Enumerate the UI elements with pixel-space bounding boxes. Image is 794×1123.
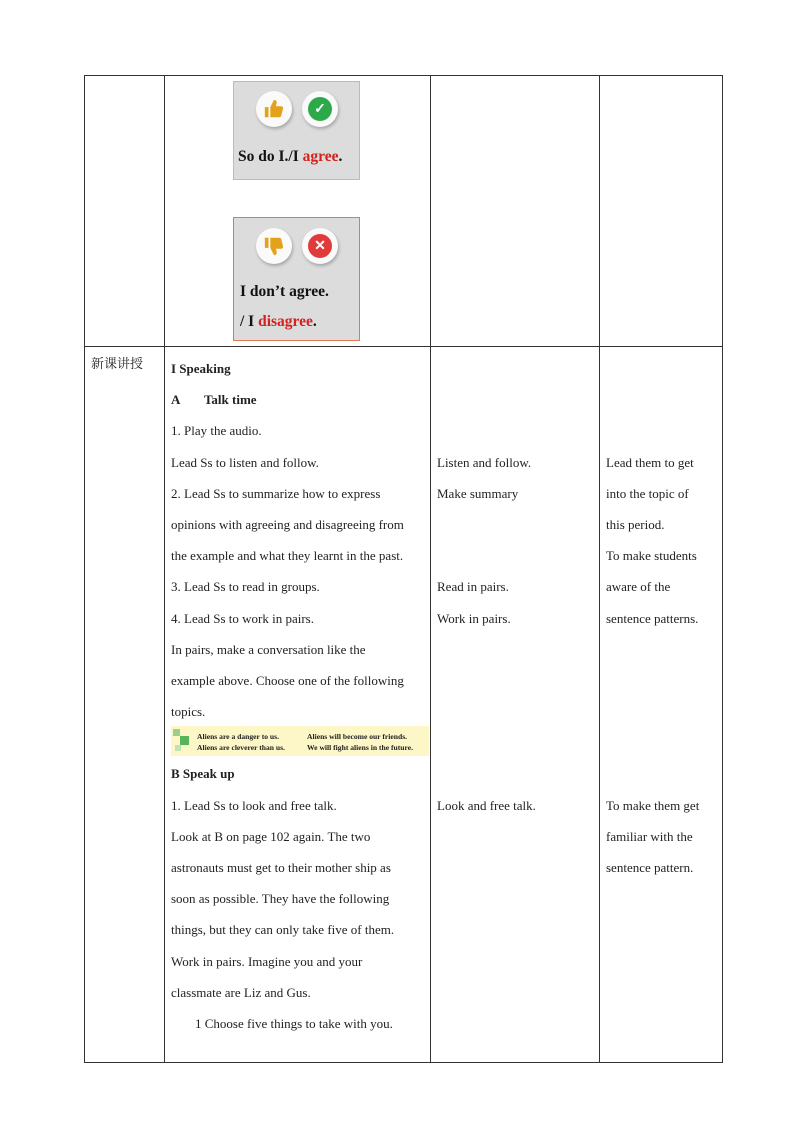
teacher-line: Work in pairs. Imagine you and your (171, 953, 363, 969)
purpose-line: this period. (606, 516, 665, 532)
thumbs-down-icon (256, 228, 292, 264)
section-a-letter: A (171, 392, 180, 408)
section-a-title: Talk time (203, 392, 257, 408)
teacher-line: the example and what they learnt in the past. (171, 548, 404, 564)
teacher-line: classmate are Liz and Gus. (171, 984, 311, 1000)
disagree-card (233, 217, 360, 341)
table-row (85, 76, 723, 347)
teacher-line: topics. (171, 704, 206, 720)
section-b-heading: B Speak up (171, 766, 235, 782)
student-line: Read in pairs. (437, 579, 509, 595)
decor-square (173, 729, 180, 736)
agree-text: So do I./I agree. (238, 148, 343, 165)
purpose-cell-empty (600, 76, 723, 347)
decor-square (180, 736, 189, 745)
student-line: Look and free talk. (437, 797, 536, 813)
topic-item: Aliens are a danger to us. (197, 732, 279, 741)
disagree-text-line2: / I disagree. (240, 313, 317, 330)
speaking-heading: I Speaking (171, 361, 231, 376)
teacher-line: Lead Ss to listen and follow. (171, 454, 319, 470)
teacher-line: 1. Play the audio. (171, 423, 262, 439)
purpose-line: sentence patterns. (606, 610, 699, 626)
teacher-line: example above. Choose one of the following (171, 672, 404, 688)
stage-label: 新课讲授 (91, 357, 144, 372)
purpose-line: To make them get (606, 797, 700, 813)
check-icon: ✓ (302, 91, 338, 127)
disagree-text-line1: I don’t agree. (240, 283, 329, 300)
teacher-line: things, but they can only take five of them. (171, 922, 395, 938)
teacher-line: opinions with agreeing and disagreeing from (171, 516, 404, 532)
table-row (85, 347, 723, 1063)
topics-strip (171, 726, 429, 756)
topic-item: Aliens are cleverer than us. (197, 743, 285, 752)
students-cell-empty (431, 76, 600, 347)
topic-item: Aliens will become our friends. (307, 732, 408, 741)
teacher-line: 1 Choose five things to take with you. (195, 1015, 393, 1031)
purpose-line: sentence pattern. (606, 860, 694, 875)
purpose-cell (600, 347, 723, 1063)
topic-item: We will fight aliens in the future. (307, 743, 413, 752)
student-activity-cell (431, 347, 600, 1063)
cross-icon: ✕ (302, 228, 338, 264)
student-line: Listen and follow. (437, 454, 532, 470)
teacher-line: 2. Lead Ss to summarize how to express (171, 485, 381, 501)
purpose-line: aware of the (606, 579, 671, 595)
teacher-activity-cell (165, 347, 431, 1063)
agree-card (233, 81, 360, 180)
student-line: Work in pairs. (437, 610, 511, 626)
teacher-line: 3. Lead Ss to read in groups. (171, 579, 320, 595)
stage-cell-empty (85, 76, 165, 347)
teacher-line: Look at B on page 102 again. The two (171, 828, 371, 844)
thumbs-up-icon (256, 91, 292, 127)
teacher-line: 4. Lead Ss to work in pairs. (171, 610, 314, 626)
stage-cell (85, 347, 165, 1063)
teacher-line: 1. Lead Ss to look and free talk. (171, 797, 337, 813)
section-a-heading (171, 384, 424, 415)
teacher-line: soon as possible. They have the following (171, 891, 390, 907)
purpose-line: familiar with the (606, 828, 693, 844)
purpose-line: into the topic of (606, 485, 689, 501)
teacher-line: In pairs, make a conversation like the (171, 641, 366, 657)
purpose-line: Lead them to get (606, 454, 694, 470)
lesson-plan-table (84, 75, 723, 1063)
purpose-line: To make students (606, 548, 697, 564)
student-line: Make summary (437, 485, 519, 501)
teacher-line: astronauts must get to their mother ship as (171, 860, 391, 875)
decor-square (175, 745, 181, 751)
